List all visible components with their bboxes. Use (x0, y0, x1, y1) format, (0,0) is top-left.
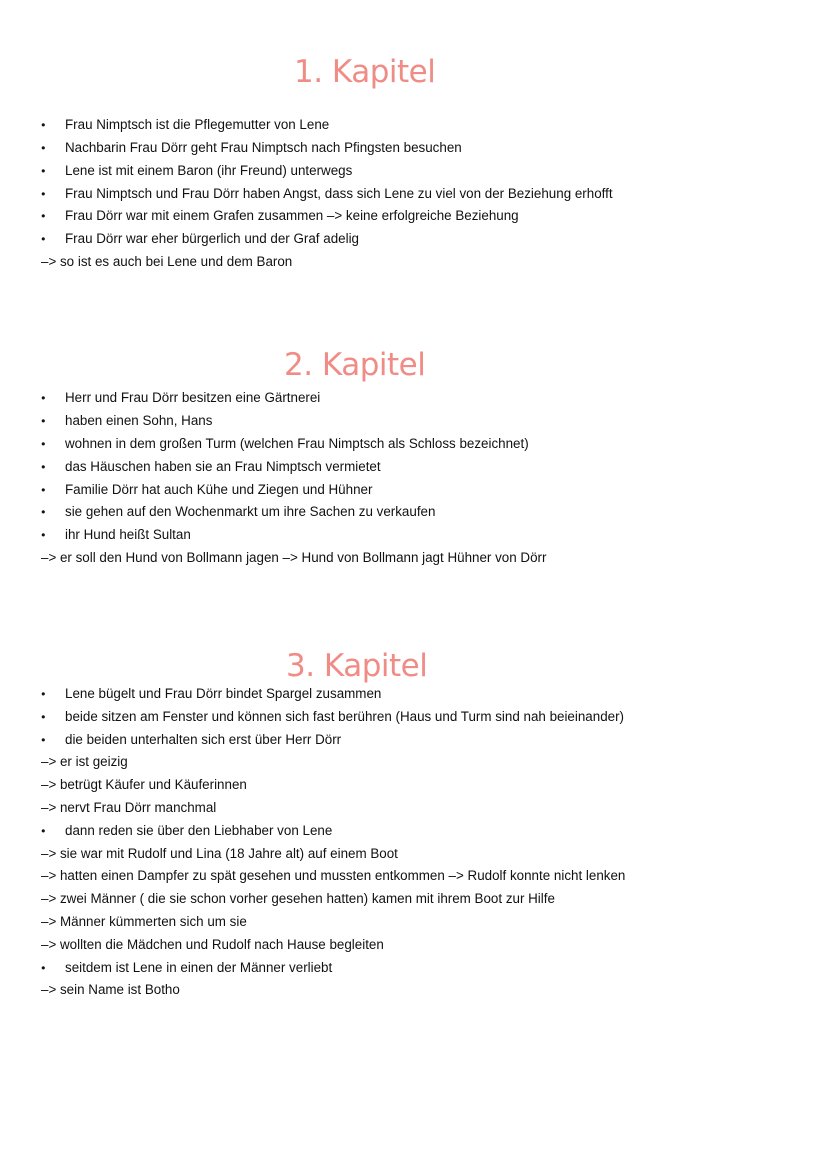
arrow-note: –> sein Name ist Botho (41, 982, 180, 997)
arrow-note: –> er soll den Hund von Bollmann jagen –> Hund von Bollmann jagt Hühner von Dörr (41, 550, 547, 565)
list-item: ● Frau Dörr war eher bürgerlich und der Graf adelig (41, 230, 359, 247)
list-item: ● die beiden unterhalten sich erst über Herr Dörr (41, 731, 341, 748)
list-item: ● das Häuschen haben sie an Frau Nimptsch vermietet (41, 458, 381, 475)
list-item: ● haben einen Sohn, Hans (41, 412, 212, 429)
list-item: ● Frau Nimptsch ist die Pflegemutter von Lene (41, 116, 329, 133)
list-item: ● Familie Dörr hat auch Kühe und Ziegen und Hühner (41, 481, 372, 498)
chapter-title: 3. Kapitel (286, 648, 428, 684)
arrow-note: –> nervt Frau Dörr manchmal (41, 800, 217, 815)
list-item: ● Lene bügelt und Frau Dörr bindet Spargel zusammen (41, 685, 381, 702)
arrow-note: –> betrügt Käufer und Käuferinnen (41, 777, 247, 792)
list-item: ● Herr und Frau Dörr besitzen eine Gärtnerei (41, 389, 320, 406)
list-item: ● wohnen in dem großen Turm (welchen Frau Nimptsch als Schloss bezeichnet) (41, 435, 529, 452)
list-item: ● dann reden sie über den Liebhaber von Lene (41, 822, 332, 839)
arrow-note: –> Männer kümmerten sich um sie (41, 914, 247, 929)
list-item: ● Lene ist mit einem Baron (ihr Freund) unterwegs (41, 162, 352, 179)
list-item: ● ihr Hund heißt Sultan (41, 526, 191, 543)
chapter-title: 1. Kapitel (294, 54, 436, 90)
arrow-note: –> wollten die Mädchen und Rudolf nach Hause begleiten (41, 937, 384, 952)
list-item: ● sie gehen auf den Wochenmarkt um ihre Sachen zu verkaufen (41, 503, 435, 520)
list-item: ● beide sitzen am Fenster und können sich fast berühren (Haus und Turm sind nah beieinander) (41, 708, 624, 725)
arrow-note: –> er ist geizig (41, 754, 128, 769)
arrow-note: –> hatten einen Dampfer zu spät gesehen und mussten entkommen –> Rudolf konnte nicht lenken (41, 868, 626, 883)
list-item: ● Frau Nimptsch und Frau Dörr haben Angst, dass sich Lene zu viel von der Beziehung erhofft (41, 185, 613, 202)
list-item: ● Nachbarin Frau Dörr geht Frau Nimptsch nach Pfingsten besuchen (41, 139, 462, 156)
chapter-title: 2. Kapitel (284, 347, 426, 383)
arrow-note: –> zwei Männer ( die sie schon vorher gesehen hatten) kamen mit ihrem Boot zur Hilfe (41, 891, 555, 906)
list-item: ● seitdem ist Lene in einen der Männer verliebt (41, 959, 332, 976)
arrow-note: –> so ist es auch bei Lene und dem Baron (41, 254, 293, 269)
arrow-note: –> sie war mit Rudolf und Lina (18 Jahre alt) auf einem Boot (41, 846, 398, 861)
list-item: ● Frau Dörr war mit einem Grafen zusammen –> keine erfolgreiche Beziehung (41, 207, 519, 224)
